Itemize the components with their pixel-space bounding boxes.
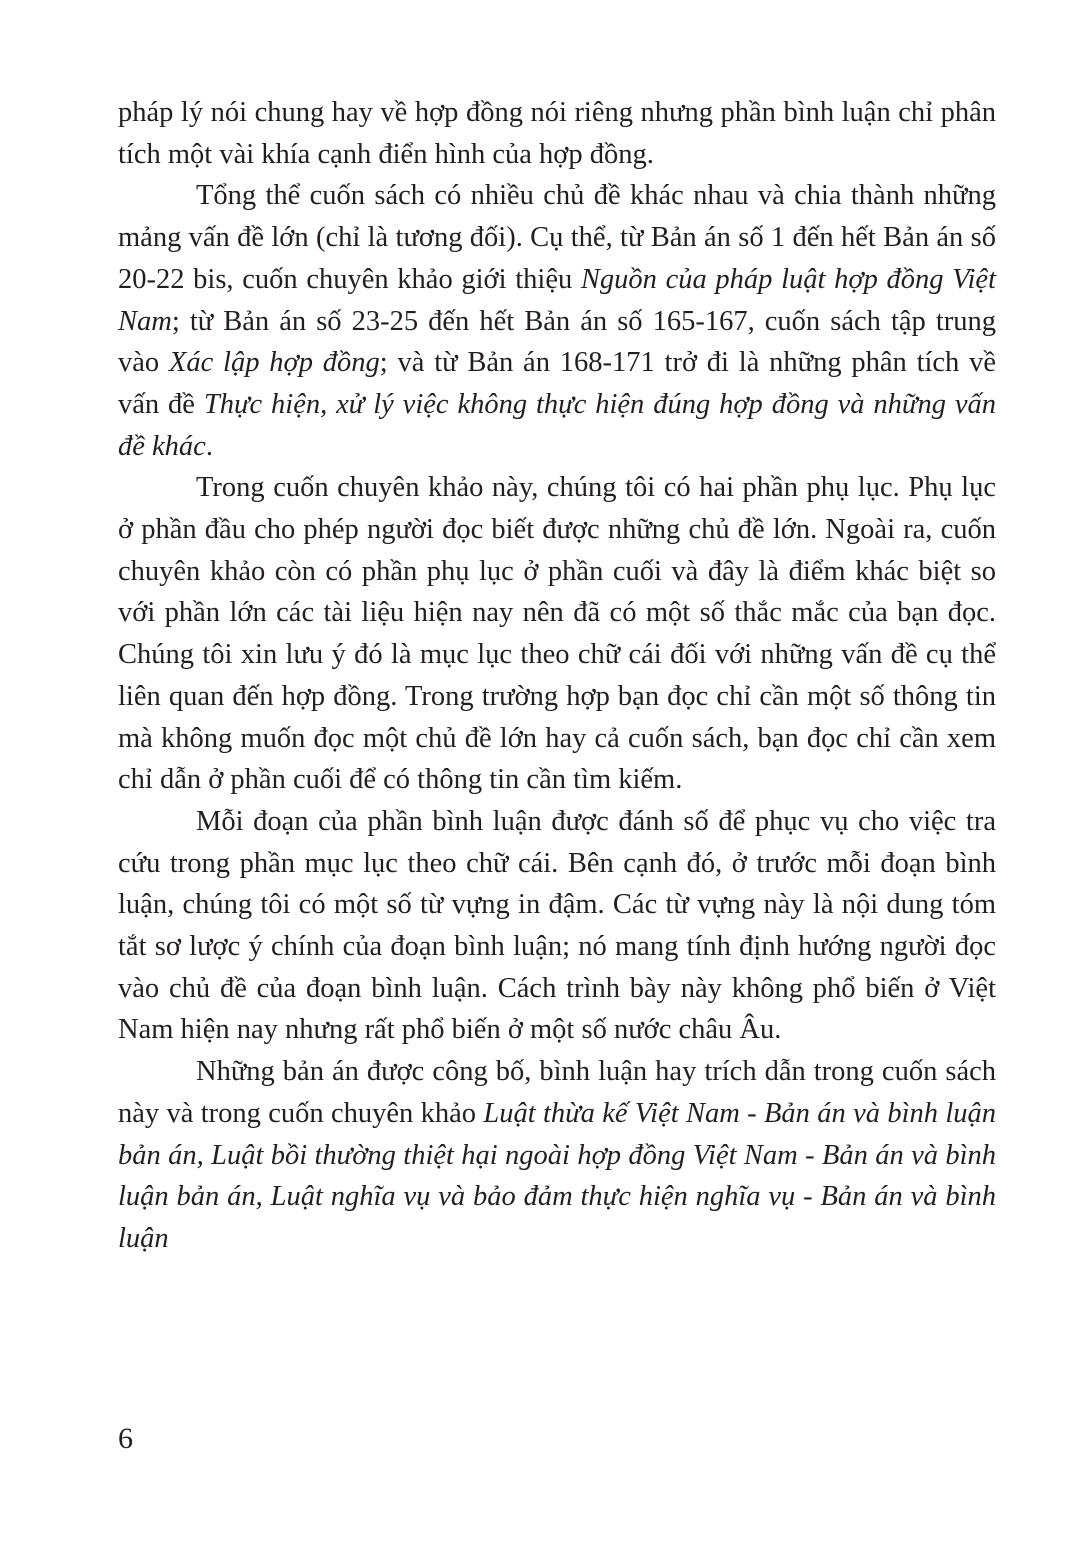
paragraph-3 <box>118 467 996 801</box>
paragraph-1 <box>118 92 996 175</box>
paragraph-2-italic-performance: Thực hiện, xử lý việc không thực hiện đúng hợp đồng và những vấn đề khác <box>118 388 996 462</box>
paragraph-2-italic-formation: Xác lập hợp đồng <box>168 347 380 379</box>
paragraph-2 <box>118 175 996 467</box>
paragraph-2-text-a: Tổng thể cuốn sách có nhiều chủ đề khác nhau và chia thành những mảng vấn đề lớn (chỉ là tương đối). Cụ thể, từ Bản án số 1 đến hết Bản án số 20-22 bis, cuốn chuyên khảo giới thiệu <box>118 180 996 295</box>
paragraph-2-text-d: . <box>205 430 213 462</box>
paragraph-1-text: pháp lý nói chung hay về hợp đồng nói riêng nhưng phần bình luận chỉ phân tích một vài khía cạnh điển hình của hợp đồng. <box>118 97 996 170</box>
paragraph-2-text-b: ; từ Bản án số 23-25 đến hết Bản án số 165-167, cuốn sách tập trung vào <box>118 305 996 379</box>
paragraph-2-italic-sources: Nguồn của pháp luật hợp đồng Việt Nam <box>118 263 996 337</box>
paragraph-2-text-c: ; và từ Bản án 168-171 trở đi là những phân tích về vấn đề <box>118 347 997 420</box>
page-number: 6 <box>118 1422 133 1455</box>
paragraph-5-italic-titles: Luật thừa kế Việt Nam - Bản án và bình luận bản án, Luật bồi thường thiệt hại ngoài hợp đồng Việt Nam - Bản án và bình luận bản án, Luật nghĩa vụ và bảo đảm thực hiện nghĩa vụ - Bản án và bình luận <box>118 1097 996 1254</box>
paragraph-4 <box>118 801 996 1051</box>
paragraph-3-text: Trong cuốn chuyên khảo này, chúng tôi có hai phần phụ lục. Phụ lục ở phần đầu cho phép người đọc biết được những chủ đề lớn. Ngoài ra, cuốn chuyên khảo còn có phần phụ lục ở phần cuối và đây là điểm khác biệt so với phần lớn các tài liệu hiện nay nên đã có một số thắc mắc của bạn đọc. Chúng tôi xin lưu ý đó là mục lục theo chữ cái đối với những vấn đề cụ thể liên quan đến hợp đồng. Trong trường hợp bạn đọc chỉ cần một số thông tin mà không muốn đọc một chủ đề lớn hay cả cuốn sách, bạn đọc chỉ cần xem chỉ dẫn ở phần cuối để có thông tin cần tìm kiếm. <box>118 472 996 796</box>
paragraph-5 <box>118 1051 996 1260</box>
page-body <box>118 92 996 1260</box>
paragraph-5-text: Những bản án được công bố, bình luận hay trích dẫn trong cuốn sách này và trong cuốn chuyên khảo <box>118 1056 996 1129</box>
paragraph-4-text: Mỗi đoạn của phần bình luận được đánh số để phục vụ cho việc tra cứu trong phần mục lục theo chữ cái. Bên cạnh đó, ở trước mỗi đoạn bình luận, chúng tôi có một số từ vựng in đậm. Các từ vựng này là nội dung tóm tắt sơ lược ý chính của đoạn bình luận; nó mang tính định hướng người đọc vào chủ đề của đoạn bình luận. Cách trình bày này không phổ biến ở Việt Nam hiện nay nhưng rất phổ biến ở một số nước châu Âu. <box>118 805 996 1046</box>
